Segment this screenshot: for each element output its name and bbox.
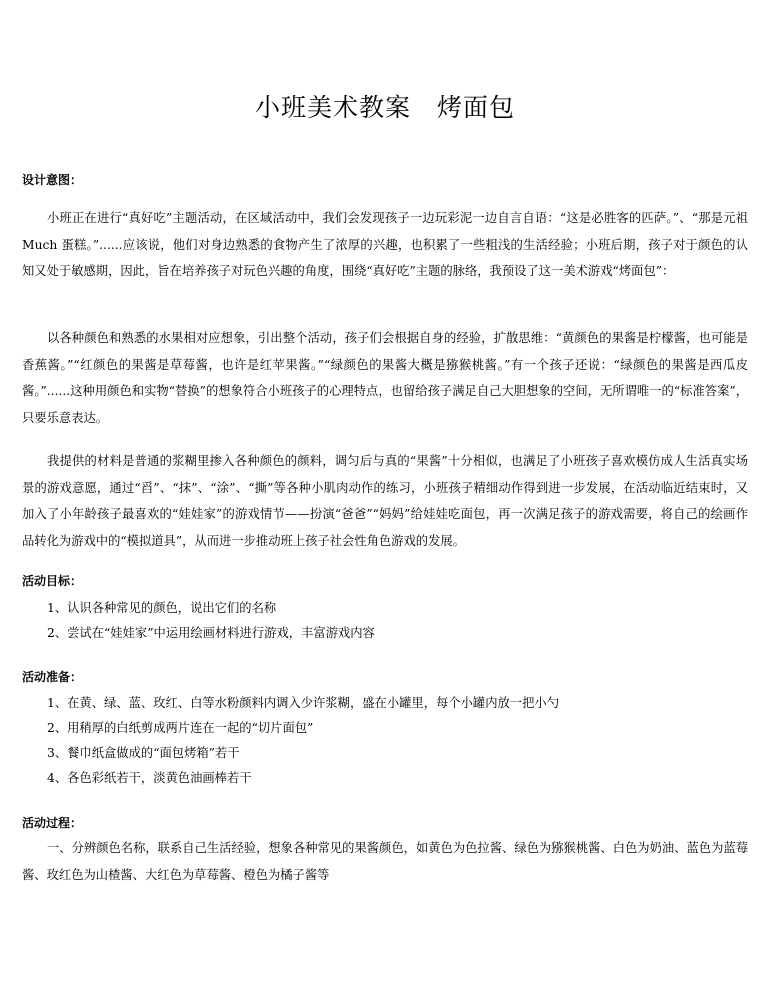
- design-paragraph-1: 小班正在进行“真好吃”主题活动，在区域活动中，我们会发现孩子一边玩彩泥一边自言自语：“这是必胜客的匹萨。”、“那是元祖 Much 蛋糕。”......应该说，他们对身边熟悉的食物产生了浓厚的兴趣，也积累了一些粗浅的生活经验；小班后期，孩子对于颜色的认知又处于敏感期，因此，旨在培养孩子对玩色兴趣的角度，围绕“真好吃”主题的脉络，我预设了这一美术游戏“烤面包”：: [22, 211, 748, 278]
- prep-item-2: 2、用稍厚的白纸剪成两片连在一起的“切片面包”: [47, 721, 314, 735]
- section-heading-design: 设计意图：: [22, 173, 83, 187]
- goal-item-2: 2、尝试在“娃娃家”中运用绘画材料进行游戏，丰富游戏内容: [47, 626, 375, 640]
- page-title: 小班美术教案 烤面包: [254, 93, 515, 122]
- prep-item-3: 3、餐巾纸盒做成的“面包烤箱”若干: [47, 746, 240, 760]
- prep-item-4: 4、各色彩纸若干，淡黄色油画棒若干: [47, 771, 252, 785]
- section-heading-goals: 活动目标：: [22, 574, 83, 588]
- section-heading-prep: 活动准备：: [22, 670, 83, 684]
- process-paragraph-1: 一、分辨颜色名称，联系自己生活经验，想象各种常见的果酱颜色，如黄色为色拉酱、绿色为猕猴桃酱、白色为奶油、蓝色为蓝莓酱、玫红色为山楂酱、大红色为草莓酱、橙色为橘子酱等: [22, 841, 748, 882]
- design-paragraph-2: 以各种颜色和熟悉的水果相对应想象，引出整个活动，孩子们会根据自身的经验，扩散思维：“黄颜色的果酱是柠檬酱，也可能是香蕉酱。”“红颜色的果酱是草莓酱，也许是红苹果酱。”“绿颜色的果酱大概是猕猴桃酱。”有一个孩子还说：“绿颜色的果酱是西瓜皮酱。”......这种用颜色和实物“替换”的想象符合小班孩子的心理特点，也留给孩子满足自己大胆想象的空间，无所谓唯一的“标准答案”，只要乐意表达。: [22, 331, 748, 425]
- section-heading-process: 活动过程：: [22, 816, 83, 830]
- prep-item-1: 1、在黄、绿、蓝、玫红、白等水粉颜料内调入少许浆糊，盛在小罐里，每个小罐内放一把小勺: [47, 696, 559, 710]
- goal-item-1: 1、认识各种常见的颜色，说出它们的名称: [47, 601, 277, 615]
- design-paragraph-3: 我提供的材料是普通的浆糊里掺入各种颜色的颜料，调匀后与真的“果酱”十分相似，也满足了小班孩子喜欢模仿成人生活真实场景的游戏意愿，通过“舀”、“抹”、“涂”、“撕”等各种小肌肉动作的练习，小班孩子精细动作得到进一步发展，在活动临近结束时，又加入了小年龄孩子最喜欢的“娃娃家”的游戏情节——扮演“爸爸”“妈妈”给娃娃吃面包，再一次满足孩子的游戏需要，将自己的绘画作品转化为游戏中的“模拟道具”，从而进一步推动班上孩子社会性角色游戏的发展。: [22, 454, 748, 548]
